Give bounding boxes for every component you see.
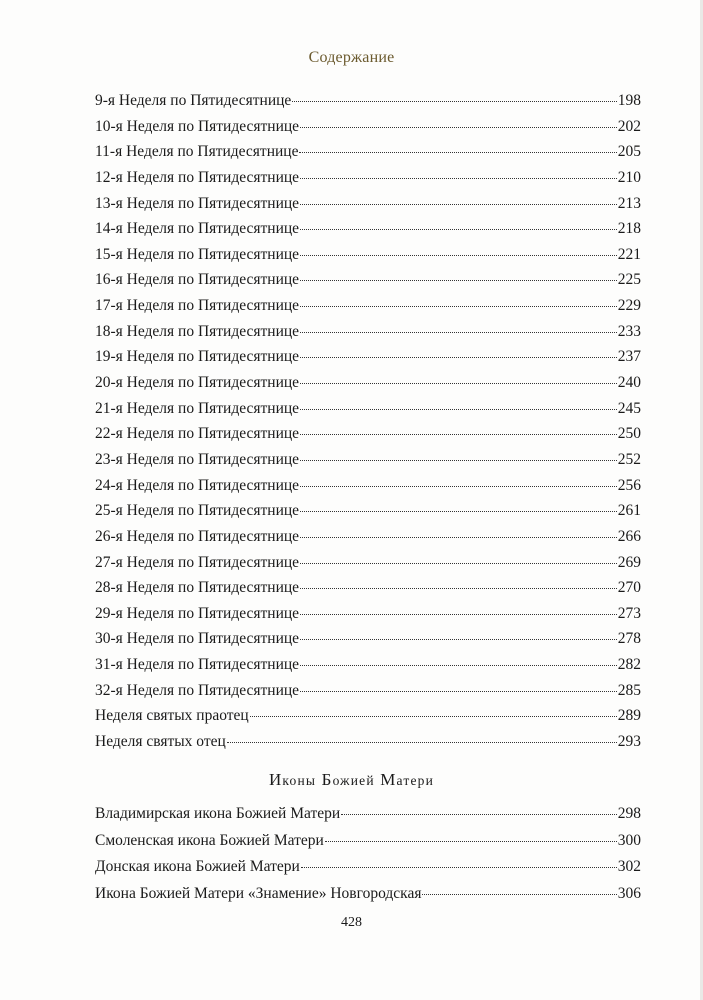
toc-entry[interactable] <box>95 652 641 678</box>
toc-main-list <box>95 88 641 755</box>
dot-leader <box>300 460 617 461</box>
toc-entry-page: 256 <box>617 476 641 494</box>
toc-entry[interactable] <box>95 601 641 627</box>
toc-entry-title: 22-я Неделя по Пятидесятнице <box>95 425 300 443</box>
dot-leader <box>300 434 617 435</box>
toc-entry-title: 9-я Неделя по Пятидесятнице <box>95 92 292 109</box>
toc-entry-title: 20-я Неделя по Пятидесятнице <box>95 374 300 392</box>
toc-entry-page: 306 <box>617 884 641 902</box>
toc-entry[interactable] <box>95 828 641 855</box>
toc-entry[interactable] <box>95 216 641 242</box>
dot-leader <box>300 665 617 666</box>
toc-entry[interactable] <box>95 344 641 370</box>
toc-entry-title: 27-я Неделя по Пятидесятнице <box>95 553 300 571</box>
dot-leader <box>325 841 617 842</box>
running-head: Содержание <box>308 49 395 66</box>
toc-entry[interactable] <box>95 242 641 268</box>
toc-entry-page: 266 <box>617 527 641 545</box>
dot-leader <box>300 229 617 230</box>
toc-entry-title: 19-я Неделя по Пятидесятнице <box>95 348 300 366</box>
toc-entry[interactable] <box>95 370 641 396</box>
toc-entry[interactable] <box>95 498 641 524</box>
toc-entry-title: 10-я Неделя по Пятидесятнице <box>95 117 300 135</box>
dot-leader <box>300 486 617 487</box>
toc-entry-page: 210 <box>617 168 641 186</box>
dot-leader <box>250 716 617 717</box>
heading-word-3-initial: М <box>380 770 397 789</box>
toc-entry-title: 26-я Неделя по Пятидесятнице <box>95 527 300 545</box>
toc-entry-title: 13-я Неделя по Пятидесятнице <box>95 194 300 212</box>
toc-entry-page: 205 <box>617 143 641 161</box>
toc-entry-title: 16-я Неделя по Пятидесятнице <box>95 271 300 289</box>
toc-entry-title: 14-я Неделя по Пятидесятнице <box>95 220 300 238</box>
toc-entry-page: 302 <box>617 858 641 876</box>
toc-entry[interactable] <box>95 729 641 755</box>
toc-entry-page: 261 <box>617 502 641 520</box>
toc-entry[interactable] <box>95 191 641 217</box>
dot-leader <box>300 127 617 128</box>
dot-leader <box>300 691 617 692</box>
dot-leader <box>300 563 617 564</box>
toc-entry-title: Неделя святых отец <box>95 733 226 751</box>
toc-entry[interactable] <box>95 550 641 576</box>
toc-entry[interactable] <box>95 88 641 114</box>
dot-leader <box>299 152 616 153</box>
dot-leader <box>227 742 617 743</box>
toc-entry-title: 30-я Неделя по Пятидесятнице <box>95 630 300 648</box>
dot-leader <box>301 867 617 868</box>
toc-entry[interactable] <box>95 396 641 422</box>
toc-entry-title: 21-я Неделя по Пятидесятнице <box>95 399 300 417</box>
page-number: 428 <box>341 915 362 930</box>
toc-entry-page: 270 <box>617 579 641 597</box>
dot-leader <box>300 588 617 589</box>
toc-entry-title: 17-я Неделя по Пятидесятнице <box>95 297 300 315</box>
toc-entry[interactable] <box>95 139 641 165</box>
dot-leader <box>300 178 617 179</box>
toc-entry-page: 252 <box>617 450 641 468</box>
dot-leader <box>292 101 616 102</box>
heading-word-3-rest: атери <box>396 773 435 788</box>
toc-entry-title: 32-я Неделя по Пятидесятнице <box>95 681 300 699</box>
dot-leader <box>300 204 617 205</box>
toc-entry-title: Смоленская икона Божией Матери <box>95 831 324 849</box>
toc-entry[interactable] <box>95 626 641 652</box>
toc-entry[interactable] <box>95 293 641 319</box>
toc-entry[interactable] <box>95 524 641 550</box>
dot-leader <box>300 639 617 640</box>
toc-entry[interactable] <box>95 267 641 293</box>
toc-entry-page: 250 <box>617 425 641 443</box>
toc-entry-page: 282 <box>617 656 641 674</box>
dot-leader <box>300 280 617 281</box>
heading-word-1-rest: коны <box>282 773 317 788</box>
dot-leader <box>422 894 616 895</box>
toc-entry-page: 225 <box>617 271 641 289</box>
toc-entry[interactable] <box>95 447 641 473</box>
toc-entry-page: 221 <box>617 245 641 263</box>
toc-entry[interactable] <box>95 854 641 881</box>
dot-leader <box>300 306 617 307</box>
toc-entry-page: 240 <box>617 374 641 392</box>
toc-entry-page: 285 <box>617 681 641 699</box>
toc-entry-title: 29-я Неделя по Пятидесятнице <box>95 604 300 622</box>
toc-entry-title: Неделя святых праотец <box>95 707 249 725</box>
heading-word-2-initial: Б <box>321 770 333 789</box>
dot-leader <box>300 511 617 512</box>
toc-entry-title: 11-я Неделя по Пятидесятнице <box>95 143 299 161</box>
dot-leader <box>300 332 617 333</box>
toc-entry-title: Донская икона Божией Матери <box>95 858 300 876</box>
toc-entry[interactable] <box>95 801 641 828</box>
toc-entry[interactable] <box>95 319 641 345</box>
dot-leader <box>300 614 617 615</box>
toc-entry-page: 233 <box>617 322 641 340</box>
toc-entry[interactable] <box>95 881 641 908</box>
dot-leader <box>300 357 617 358</box>
toc-entry-page: 273 <box>617 604 641 622</box>
toc-entry-title: 18-я Неделя по Пятидесятнице <box>95 322 300 340</box>
toc-entry[interactable] <box>95 575 641 601</box>
toc-icons-list <box>95 801 641 907</box>
toc-entry-page: 289 <box>617 707 641 725</box>
toc-entry[interactable] <box>95 165 641 191</box>
toc-entry-page: 298 <box>617 805 641 822</box>
toc-entry-page: 300 <box>617 831 641 849</box>
toc-entry-page: 213 <box>617 194 641 212</box>
toc-entry-page: 202 <box>617 117 641 135</box>
toc-entry-title: Владимирская икона Божией Матери <box>95 805 341 822</box>
toc-entry-page: 218 <box>617 220 641 238</box>
toc-entry-page: 269 <box>617 553 641 571</box>
dot-leader <box>341 814 617 815</box>
dot-leader <box>300 383 617 384</box>
toc-entry-title: 15-я Неделя по Пятидесятнице <box>95 245 300 263</box>
dot-leader <box>300 255 617 256</box>
toc-entry-page: 237 <box>617 348 641 366</box>
dot-leader <box>300 537 617 538</box>
toc-entry-page: 229 <box>617 297 641 315</box>
section-heading <box>0 770 703 790</box>
toc-entry-page: 198 <box>617 92 641 109</box>
toc-entry-title: 12-я Неделя по Пятидесятнице <box>95 168 300 186</box>
toc-entry-title: 28-я Неделя по Пятидесятнице <box>95 579 300 597</box>
toc-entry-title: 31-я Неделя по Пятидесятнице <box>95 656 300 674</box>
toc-entry-title: 23-я Неделя по Пятидесятнице <box>95 450 300 468</box>
toc-entry-title: Икона Божией Матери «Знамение» Новгородская <box>95 884 422 902</box>
toc-entry[interactable] <box>95 114 641 140</box>
toc-entry-page: 245 <box>617 399 641 417</box>
toc-entry[interactable] <box>95 703 641 729</box>
heading-word-1-initial: И <box>268 770 283 789</box>
toc-entry-title: 24-я Неделя по Пятидесятнице <box>95 476 300 494</box>
dot-leader <box>300 409 617 410</box>
toc-entry-page: 278 <box>617 630 641 648</box>
toc-entry[interactable] <box>95 678 641 704</box>
toc-entry-page: 293 <box>617 733 641 751</box>
toc-entry[interactable] <box>95 421 641 447</box>
toc-entry[interactable] <box>95 473 641 499</box>
toc-entry-title: 25-я Неделя по Пятидесятнице <box>95 502 300 520</box>
heading-word-2-rest: ожией <box>332 773 375 788</box>
